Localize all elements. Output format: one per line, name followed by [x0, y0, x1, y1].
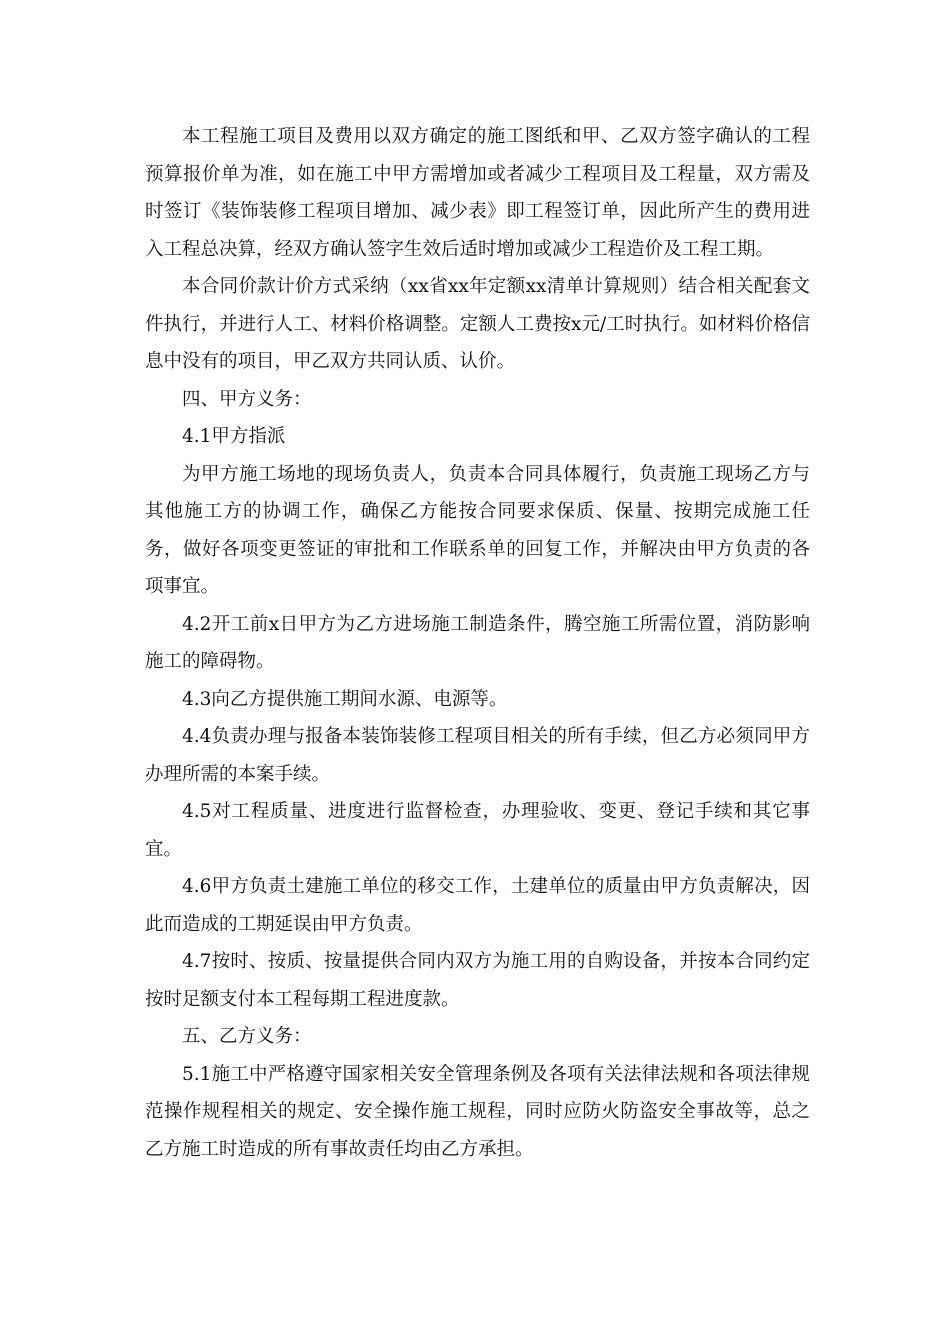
clause-4-6: 4.6甲方负责土建施工单位的移交工作，土建单位的质量由甲方负责解决，因此而造成的工期延误由甲方负责。 [145, 876, 810, 935]
paragraph-pricing-method: 本合同价款计价方式采纳（xx省xx年定额xx清单计算规则）结合相关配套文件执行，并进行人工、材料价格调整。定额人工费按x元/工时执行。如材料价格信息中没有的项目，甲乙双方共同认质、认价。 [145, 276, 810, 372]
document-page [145, 118, 810, 1168]
section-heading-party-a-obligations: 四、甲方义务： [182, 388, 312, 410]
clause-4-7: 4.7按时、按质、按量提供合同内双方为施工用的自购设备，并按本合同约定按时足额支付本工程每期工程进度款。 [145, 951, 810, 1010]
clause-4-1-body: 为甲方施工场地的现场负责人，负责本合同具体履行，负责施工现场乙方与其他施工方的协调工作，确保乙方能按合同要求保质、保量、按期完成施工任务，做好各项变更签证的审批和工作联系单的回复工作，并解决由甲方负责的各项事宜。 [145, 463, 810, 597]
paragraph-project-cost: 本工程施工项目及费用以双方确定的施工图纸和甲、乙双方签字确认的工程预算报价单为准，如在施工中甲方需增加或者减少工程项目及工程量，双方需及时签订《装饰装修工程项目增加、减少表》即工程签订单，因此所产生的费用进入工程总决算，经双方确认签字生效后适时增加或减少工程造价及工程工期。 [145, 126, 810, 260]
clause-5-1: 5.1施工中严格遵守国家相关安全管理条例及各项有关法律法规和各项法律规范操作规程相关的规定、安全操作施工规程，同时应防火防盗安全事故等，总之乙方施工时造成的所有事故责任均由乙方承担。 [145, 1063, 810, 1160]
clause-4-4: 4.4负责办理与报备本装饰装修工程项目相关的所有手续，但乙方必须同甲方办理所需的本案手续。 [145, 726, 810, 785]
clause-4-1: 4.1甲方指派 [182, 426, 286, 447]
clause-4-3: 4.3向乙方提供施工期间水源、电源等。 [182, 688, 508, 710]
section-heading-party-b-obligations: 五、乙方义务： [182, 1026, 312, 1047]
clause-4-5: 4.5对工程质量、进度进行监督检查，办理验收、变更、登记手续和其它事宜。 [145, 801, 810, 860]
clause-4-2: 4.2开工前x日甲方为乙方进场施工制造条件，腾空施工所需位置，消防影响施工的障碍物。 [145, 613, 810, 672]
